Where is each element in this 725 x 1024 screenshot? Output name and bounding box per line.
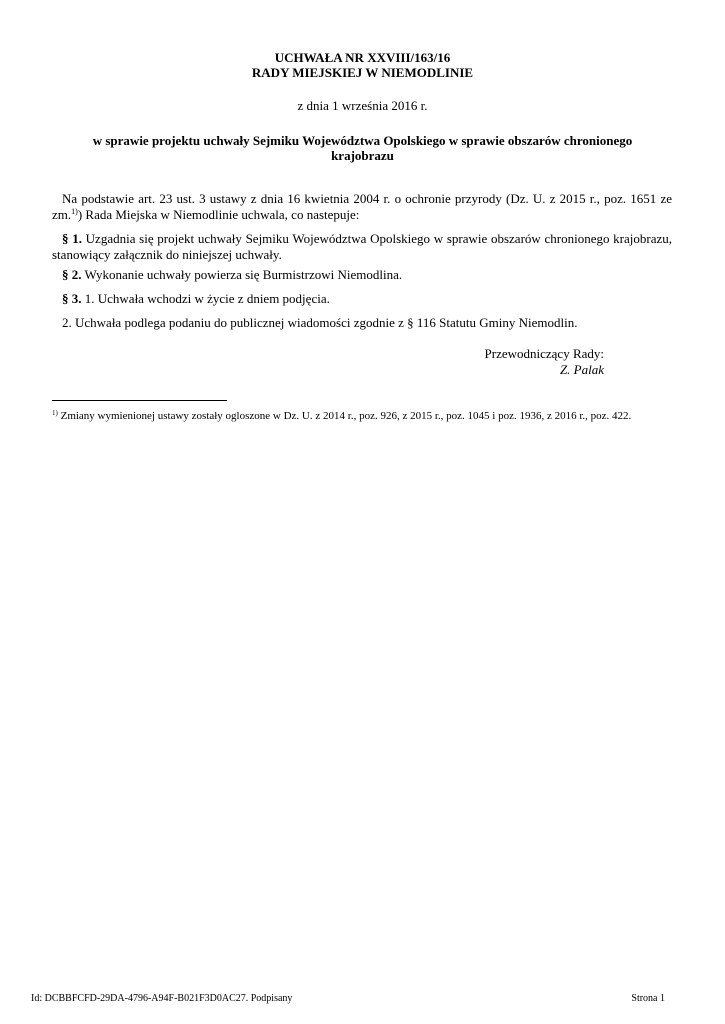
- section-1-label: § 1.: [62, 231, 82, 246]
- footnote-text: Zmiany wymienionej ustawy zostały ogloszone w Dz. U. z 2014 r., poz. 926, z 2015 r., poz. 1045 i poz. 1936, z 2016 r., poz. 422.: [60, 410, 632, 422]
- section-3-label: § 3.: [62, 291, 82, 306]
- signature-block: [485, 346, 604, 378]
- intro-text-before-ref: Na podstawie art. 23 ust. 3 ustawy z dnia 16 kwietnia 2004 r. o ochronie przyrody (Dz. U. z 2015 r., poz. 1651 ze zm.: [52, 191, 672, 222]
- document-id: Id: DCBBFCFD-29DA-4796-A94F-B021F3D0AC27. Podpisany: [31, 993, 293, 1004]
- footnote: [52, 409, 672, 424]
- section-2-label: § 2.: [62, 267, 82, 282]
- footnote-reference[interactable]: 1): [71, 207, 78, 216]
- signature-name: Z. Palak: [559, 362, 604, 377]
- title-line-2: RADY MIEJSKIEJ W NIEMODLINIE: [251, 65, 474, 80]
- resolution-title: [0, 50, 725, 80]
- signature-role: Przewodniczący Rady:: [484, 346, 604, 361]
- section-3-text: 1. Uchwała wchodzi w życie z dniem podjęcia.: [84, 291, 330, 306]
- intro-text-after-ref: ) Rada Miejska w Niemodlinie uchwala, co nastepuje:: [77, 207, 360, 222]
- section-2-paragraph: [52, 267, 672, 283]
- section-3-point-2: 2. Uchwała podlega podaniu do publicznej wiadomości zgodnie z § 116 Statutu Gminy Niemodlin.: [62, 315, 578, 330]
- footnote-mark: 1): [52, 409, 58, 417]
- page-number: Strona 1: [631, 993, 665, 1004]
- title-line-1: UCHWAŁA NR XXVIII/163/16: [274, 50, 451, 65]
- resolution-date: z dnia 1 września 2016 r.: [297, 98, 428, 113]
- footnote-divider: [52, 400, 227, 401]
- section-3-paragraph: [52, 291, 672, 307]
- resolution-subject: w sprawie projektu uchwały Sejmiku Województwa Opolskiego w sprawie obszarów chronionego krajobrazu: [92, 133, 633, 163]
- section-2-text: Wykonanie uchwały powierza się Burmistrzowi Niemodlina.: [84, 267, 403, 282]
- section-1-paragraph: [52, 231, 672, 263]
- section-1-text: Uzgadnia się projekt uchwały Sejmiku Województwa Opolskiego w sprawie obszarów chronionego krajobrazu, stanowiący załącznik do niniejszej uchwały.: [52, 231, 673, 262]
- intro-paragraph: [52, 191, 672, 223]
